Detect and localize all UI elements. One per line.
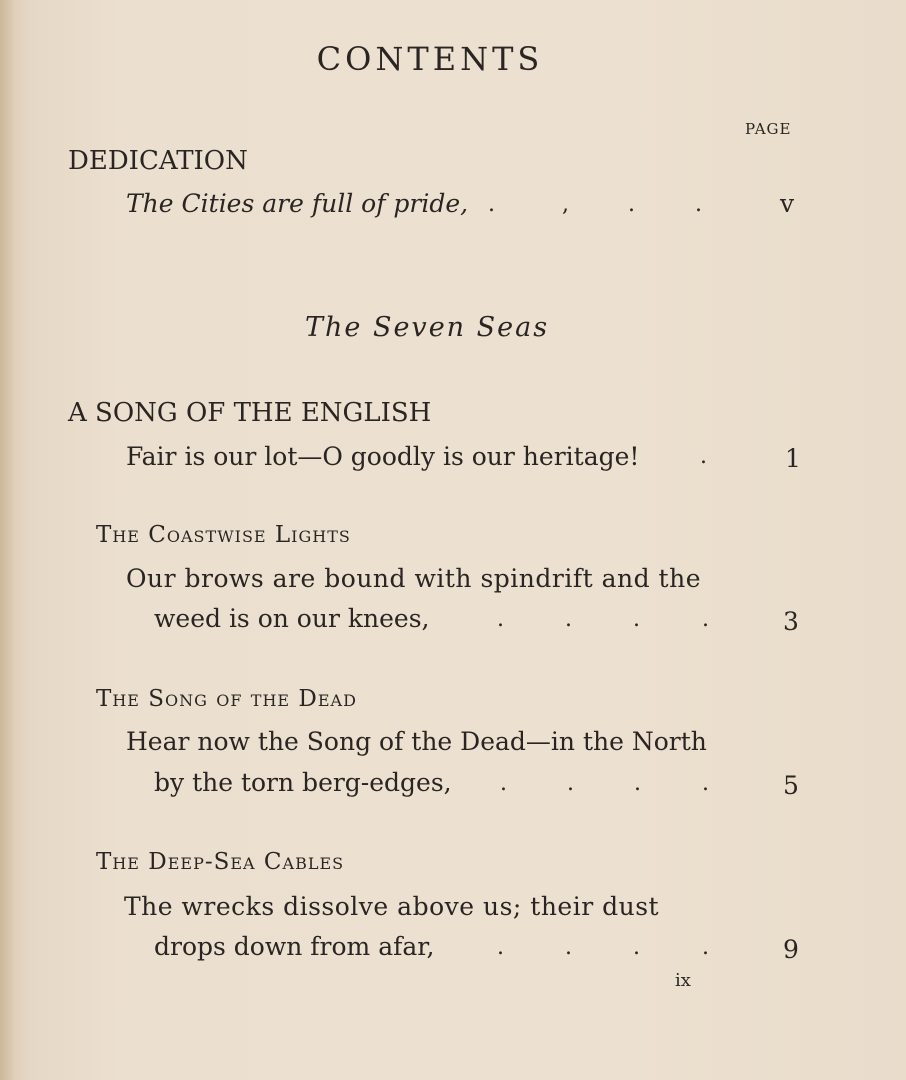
song-of-dead-second-line: by the torn berg-edges, [154,768,452,797]
deep-sea-cables-second-line: drops down from afar, [154,932,435,961]
song-of-dead-first-line: Hear now the Song of the Dead—in the North [126,727,707,756]
coastwise-lights-first-line: Our brows are bound with spindrift and the [126,564,701,593]
song-of-english-first-line: Fair is our lot—O goodly is our heritage! [126,442,640,471]
dedication-page-number: v [780,189,795,218]
dedication-first-line: The Cities are full of pride, [126,189,469,218]
page-edge [0,0,14,1080]
part-title: The Seven Seas [305,312,550,343]
deep-sea-cables-heading: The Deep-Sea Cables [96,849,345,875]
page-column-header: PAGE [745,120,792,138]
song-of-dead-heading: The Song of the Dead [96,686,357,712]
coastwise-lights-page-number: 3 [783,607,799,636]
dedication-heading: DEDICATION [68,146,248,176]
deep-sea-cables-page-number: 9 [783,935,799,964]
song-of-english-page-number: 1 [785,444,801,473]
deep-sea-cables-first-line: The wrecks dissolve above us; their dust [124,892,660,921]
song-of-dead-page-number: 5 [783,771,799,800]
coastwise-lights-heading: The Coastwise Lights [96,522,351,548]
page-title: CONTENTS [316,40,544,78]
song-of-english-leader-dot: . [700,444,707,469]
folio-page-number: ix [675,970,691,991]
song-of-english-heading: A SONG OF THE ENGLISH [68,398,432,428]
coastwise-lights-second-line: weed is on our knees, [154,604,430,633]
